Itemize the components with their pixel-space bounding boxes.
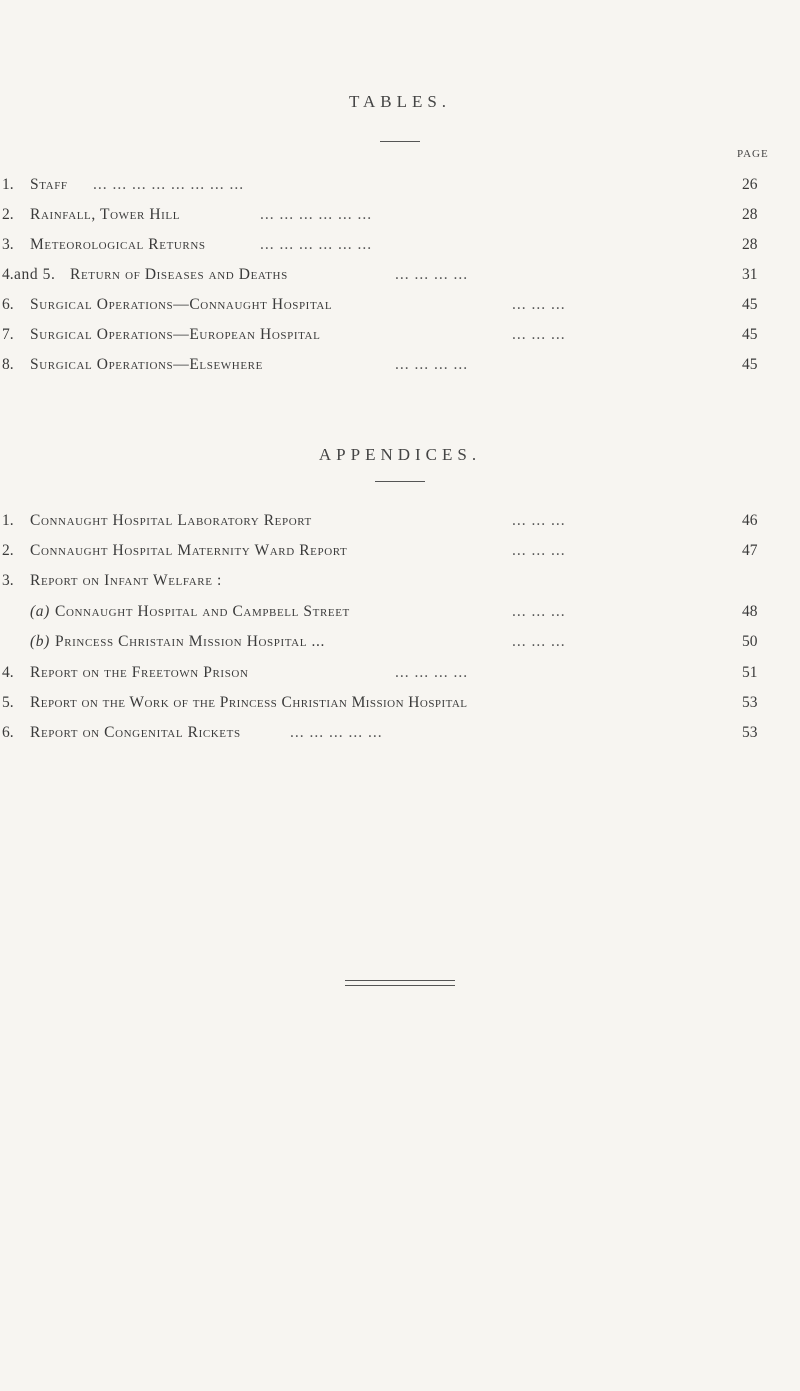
row-leader-dots: ... ... ... xyxy=(512,512,566,529)
row-leader-dots: ... ... ... ... xyxy=(395,664,469,681)
row-sub-marker: (a) xyxy=(30,603,50,620)
row-title: Surgical Operations—European Hospital xyxy=(30,326,321,343)
row-number: 8. xyxy=(2,356,14,373)
row-page: 50 xyxy=(742,633,758,650)
row-page: 28 xyxy=(742,236,758,253)
row-page: 26 xyxy=(742,176,758,193)
row-number: 7. xyxy=(2,326,14,343)
row-leader-dots: ... ... ... xyxy=(512,603,566,620)
row-page: 48 xyxy=(742,603,758,620)
row-leader-dots: ... ... ... ... xyxy=(395,266,469,283)
row-number: 4. xyxy=(2,266,14,283)
row-title: Rainfall, Tower Hill xyxy=(30,206,181,223)
row-leader-dots: ... ... ... xyxy=(512,326,566,343)
row-leader-dots: ... ... ... ... xyxy=(395,356,469,373)
row-title: Princess Christain Mission Hospital ... xyxy=(55,633,325,650)
tables-row xyxy=(0,206,800,226)
row-number: 1. xyxy=(2,176,14,193)
row-page: 51 xyxy=(742,664,758,681)
appendices-heading: APPENDICES. xyxy=(318,445,482,464)
row-title: Connaught Hospital Maternity Ward Report xyxy=(30,542,348,559)
row-page: 31 xyxy=(742,266,758,283)
row-title: Meteorological Returns xyxy=(30,236,206,253)
row-number: 2. xyxy=(2,206,14,223)
row-number: 1. xyxy=(2,512,14,529)
row-number: 6. xyxy=(2,296,14,313)
appendix-row xyxy=(0,542,800,562)
appendix-row xyxy=(0,512,800,532)
row-page: 47 xyxy=(742,542,758,559)
row-prefix: and 5. xyxy=(14,266,56,283)
row-leader-dots: ... ... ... ... ... ... ... ... xyxy=(93,176,245,193)
row-title: Connaught Hospital Laboratory Report xyxy=(30,512,312,529)
tables-row xyxy=(0,296,800,316)
row-page: 46 xyxy=(742,512,758,529)
row-leader-dots: ... ... ... ... ... xyxy=(290,724,383,741)
page-column-label: PAGE xyxy=(737,148,769,160)
row-leader-dots: ... ... ... ... ... ... xyxy=(260,236,373,253)
row-leader-dots: ... ... ... ... ... ... xyxy=(260,206,373,223)
appendix-row xyxy=(0,724,800,744)
appendices-heading-rule xyxy=(375,481,425,482)
tables-heading: TABLES. xyxy=(348,92,452,111)
row-page: 53 xyxy=(742,724,758,741)
row-page: 45 xyxy=(742,356,758,373)
row-leader-dots: ... ... ... xyxy=(512,296,566,313)
row-leader-dots: ... ... ... xyxy=(512,542,566,559)
appendix-subrow xyxy=(0,633,800,653)
row-number: 4. xyxy=(2,664,14,681)
row-title: Report on the Freetown Prison xyxy=(30,664,249,681)
row-page: 45 xyxy=(742,326,758,343)
row-title: Connaught Hospital and Campbell Street xyxy=(55,603,350,620)
tables-row xyxy=(0,176,800,196)
row-page: 28 xyxy=(742,206,758,223)
row-page: 45 xyxy=(742,296,758,313)
appendix-row xyxy=(0,694,800,714)
row-sub-marker: (b) xyxy=(30,633,50,650)
row-title: Surgical Operations—Elsewhere xyxy=(30,356,263,373)
appendix-subrow xyxy=(0,603,800,623)
row-page: 53 xyxy=(742,694,758,711)
row-number: 5. xyxy=(2,694,14,711)
row-title: Report on Infant Welfare : xyxy=(30,572,222,589)
appendix-row xyxy=(0,664,800,684)
row-title: Report on the Work of the Princess Christian Mission Hospital xyxy=(30,694,468,711)
row-number: 2. xyxy=(2,542,14,559)
row-leader-dots: ... ... ... xyxy=(512,633,566,650)
row-title: Staff xyxy=(30,176,68,193)
tables-row xyxy=(0,356,800,376)
tables-row xyxy=(0,266,800,286)
appendix-row xyxy=(0,572,800,592)
row-title: Return of Diseases and Deaths xyxy=(70,266,288,283)
row-number: 6. xyxy=(2,724,14,741)
closing-double-rule xyxy=(345,980,455,986)
row-number: 3. xyxy=(2,572,14,589)
tables-row xyxy=(0,236,800,256)
row-title: Surgical Operations—Connaught Hospital xyxy=(30,296,333,313)
tables-heading-rule xyxy=(380,141,420,142)
row-title: Report on Congenital Rickets xyxy=(30,724,241,741)
row-number: 3. xyxy=(2,236,14,253)
tables-row xyxy=(0,326,800,346)
